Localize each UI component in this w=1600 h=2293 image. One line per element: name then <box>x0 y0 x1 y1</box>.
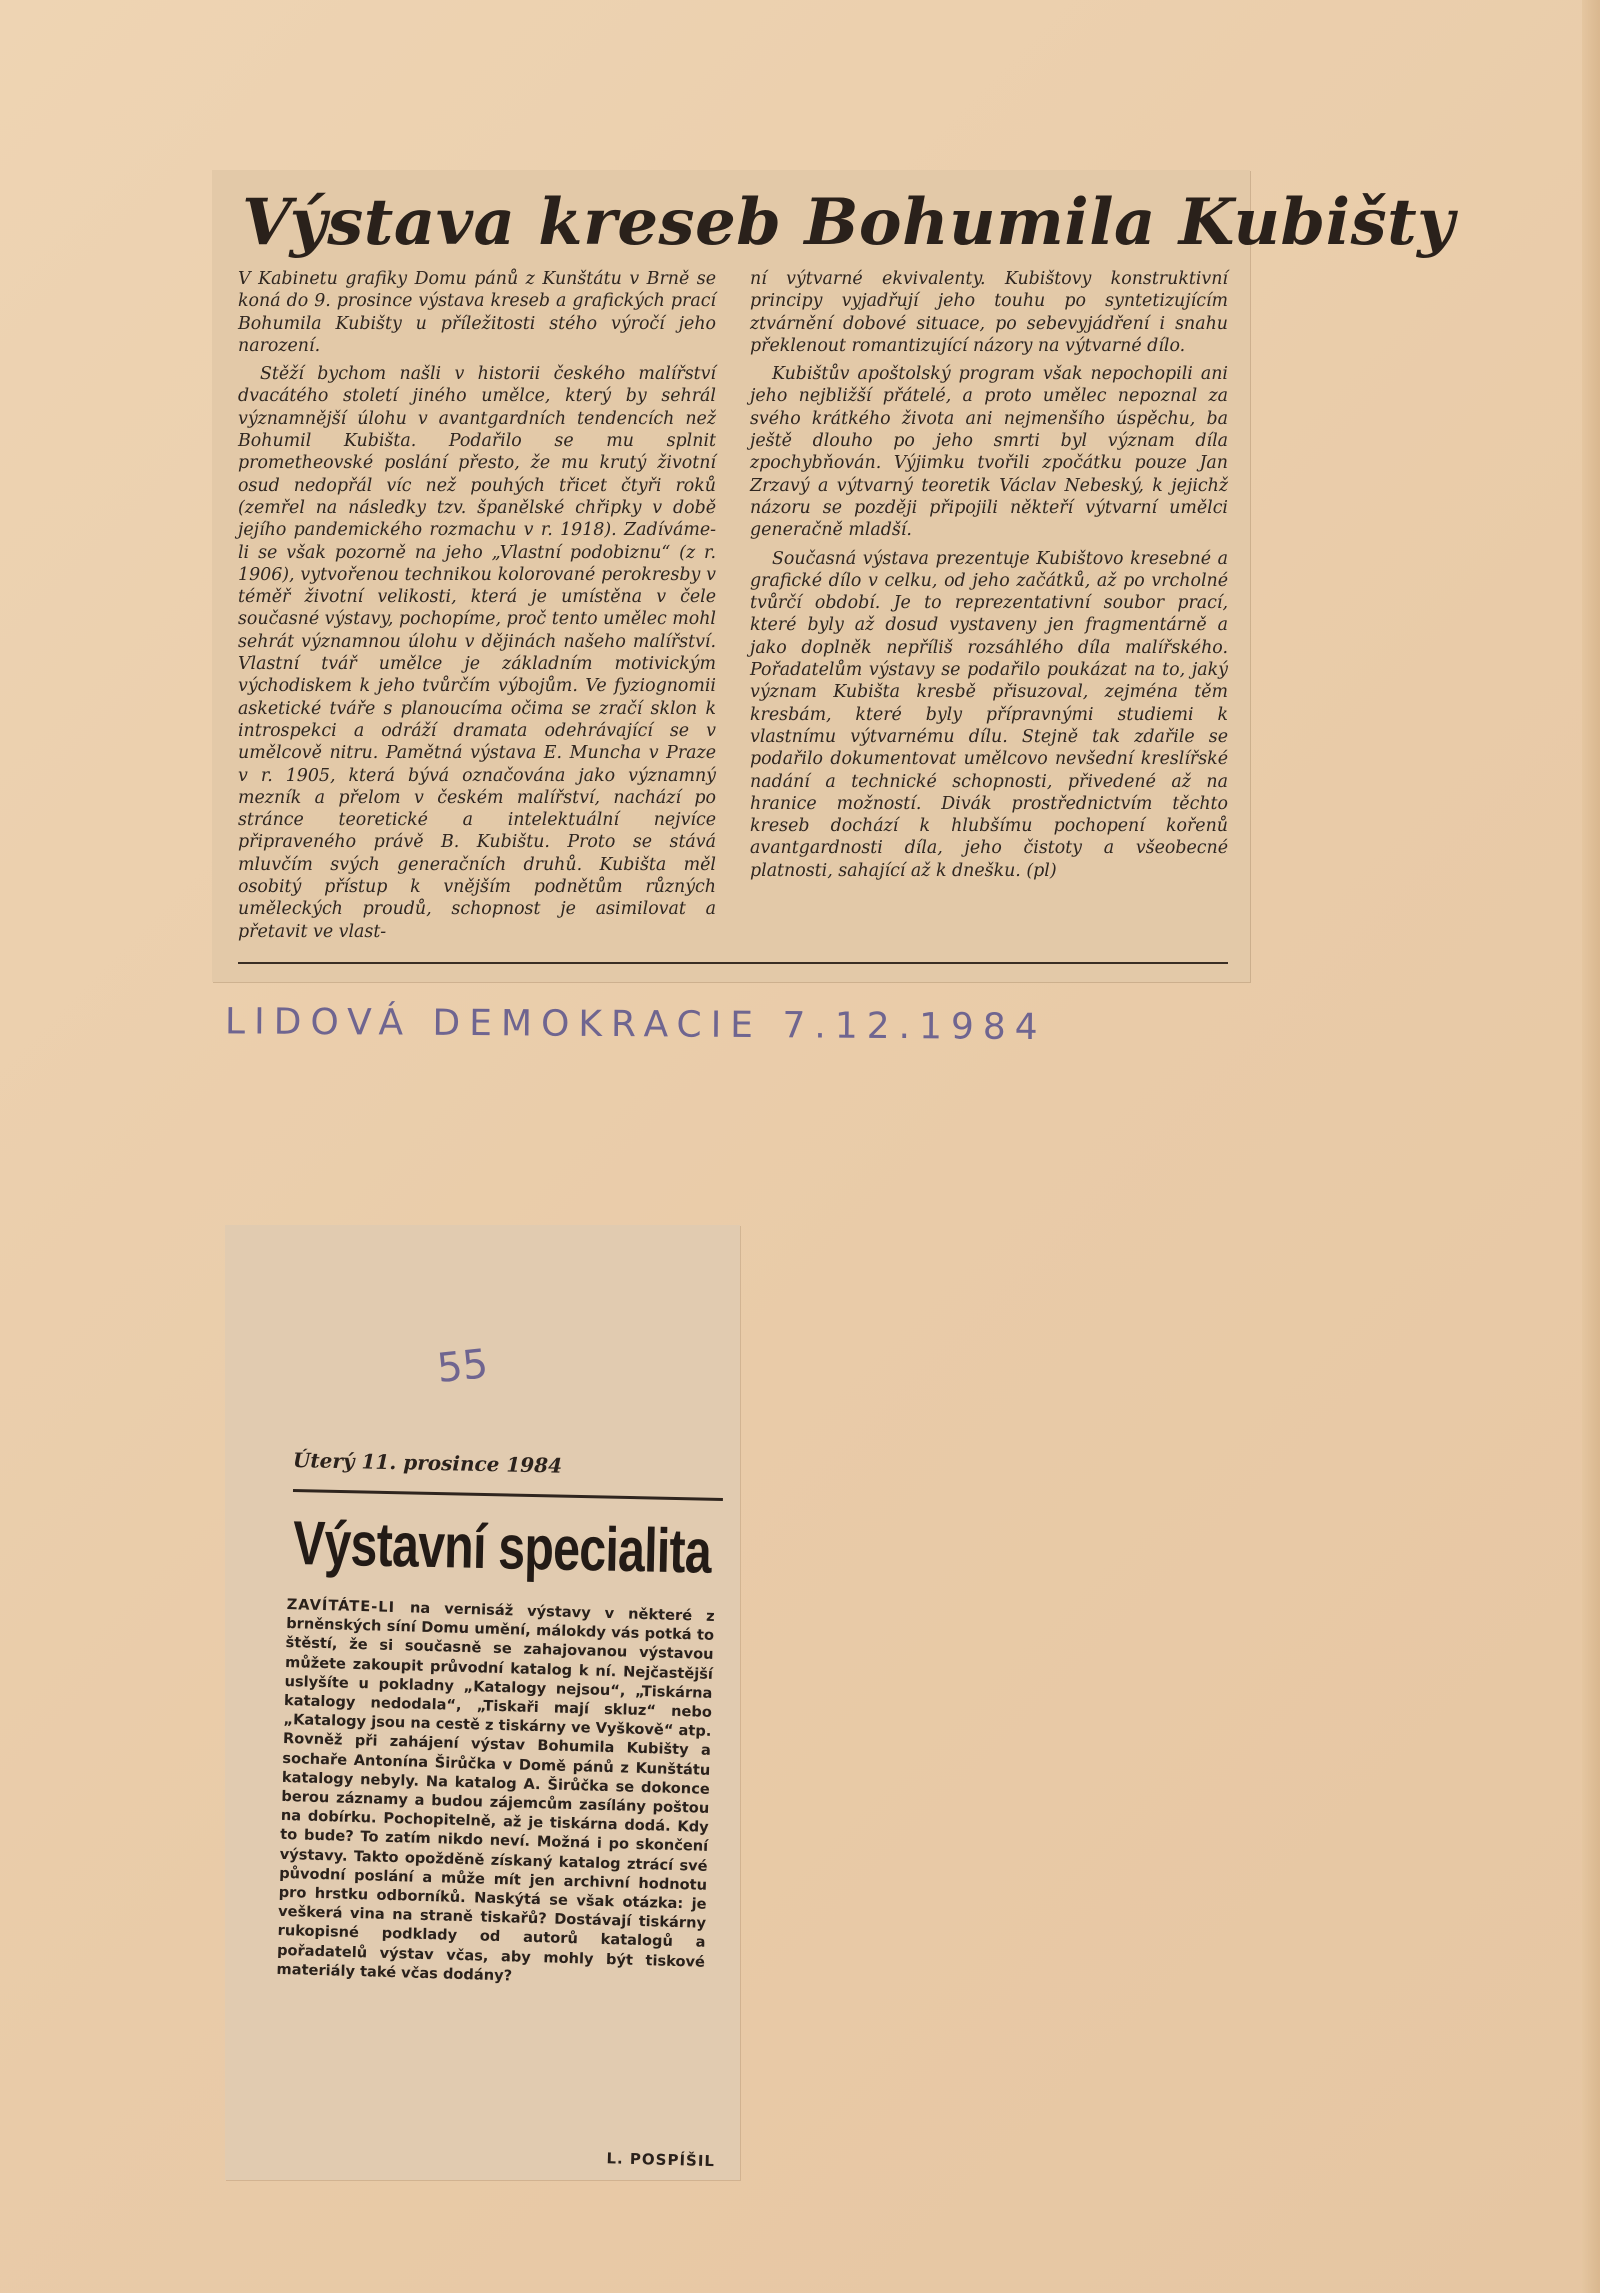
paragraph: Stěží bychom našli v historii českého malířství dvacátého století jiného umělce, který by sehrál významnější úlohu v avantgardních tendencích než Bohumil Kubišta. Podařilo se mu splnit prometheovské poslání přesto, že mu krutý životní osud nedopřál víc než pouhých třicet čtyři roků (zemřel na následky tzv. španělské chřipky v době jejího pandemického rozmachu v r. 1918). Zadíváme-li se však pozorně na jeho „Vlastní podobiznu“ (z r. 1906), vytvořenou technikou kolorované perokresby v téměř životní velikosti, která je umístěna v čele současné výstavy, pochopíme, proč tento umělec mohl sehrát významnou úlohu v dějinách našeho malířství. Vlastní tvář umělce je základním motivickým východiskem k jeho tvůrčím výbojům. Ve fyziognomii asketické tváře s planoucíma očima se zračí sklon k introspekci a odráží dramata odehrávající se v umělcově nitru. Pamětná výstava E. Muncha v Praze v r. 1905, která bývá označována jako významný mezník a přelom v českém malířství, nachází po stránce teoretické a intelektuální nejvíce připraveného právě B. Kubištu. Proto se stává mluvčím svých generačních druhů. Kubišta měl osobitý přístup k vnějším podnětům různých uměleckých proudů, schopnost je asimilovat a přetavit ve vlast- <box>238 364 716 942</box>
bottom-rule <box>238 962 1228 964</box>
article-column-right <box>750 268 1228 954</box>
sheet-edge <box>1582 0 1600 2293</box>
article-title: Výstavní specialita <box>292 1509 712 1587</box>
clipping-article-specialita <box>225 1225 740 2180</box>
paragraph: ní výtvarné ekvivalenty. Kubištovy konstruktivní principy vyjadřují jeho touhu po syntetizujícím ztvárnění dobové situace, po sebevyjádření i snahu překlenout romantizující názory na výtvarné dílo. <box>750 269 1228 356</box>
date-rule <box>293 1489 723 1501</box>
date-line: Úterý 11. prosince 1984 <box>292 1448 563 1478</box>
handwritten-number: 55 <box>434 1340 491 1393</box>
paragraph: Současná výstava prezentuje Kubištovo kresebné a grafické dílo v celku, od jeho začátků, až po vrcholné tvůrčí období. Je to reprezentativní soubor prací, které byly až dosud vystaveny jen fragmentárně a jako doplněk nepříliš rozsáhlého díla malířského. Pořadatelům výstavy se podařilo poukázat na to, jaký význam Kubišta kresbě přisuzoval, zejména těm kresbám, které byly přípravnými studiemi k vlastnímu výtvarnému dílu. Stejně tak zdařile se podařilo dokumentovat umělcovo nevšední kreslířské nadání a technické schopnosti, přivedené až na hranice možností. Divák prostřednictvím těchto kreseb dochází k hlubšímu pochopení kořenů avantgardnosti díla, jeho čistoty a všeobecné platnosti, sahající až k dnešku. (pl) <box>750 548 1228 881</box>
article-column-left <box>238 268 716 954</box>
paragraph: Kubištův apoštolský program však nepochopili ani jeho nejbližší přátelé, a proto umělec nepoznal za svého krátkého života ani nejmenšího úspěchu, ba ještě dlouho po jeho smrti byl význam díla zpochybňován. Výjimku tvořili zpočátku pouze Jan Zrzavý a výtvarný teoretik Václav Nebeský, k jejichž názoru se později připojili někteří výtvarní umělci generačně mladší. <box>750 364 1228 541</box>
clipping-article-kubista <box>212 170 1455 982</box>
article-lead: ZAVÍTÁTE-LI <box>286 1595 411 1617</box>
article-text: na vernisáž výstavy v některé z brněnských síní Domu umění, málokdy vás potká to štěstí, že si současně se zahajovanou výstavou můžete zakoupit průvodní katalog k ní. Nejčastější uslyšíte u pokladny „Katalogy nejsou“, „Tiskárna katalogy nedodala“, „Tiskaři mají skluz“ nebo „Katalogy jsou na cestě z tiskárny ve Vyškově“ atp. Rovněž při zahájení výstav Bohumila Kubišty a sochaře Antonína Širůčka v Domě pánů z Kunštátu katalogy nebyly. Na katalog A. Širůčka se dokonce berou záznamy a budou zájemcům zasílány poštou na dobírku. Pochopitelně, až je tiskárna dodá. Kdy to bude? To zatím nikdo neví. Možná i po skončení výstavy. Takto opožděně získaný katalog ztrácí své původní poslání a může mít jen archivní hodnotu pro hrstku odborníků. Naskýtá se však otázka: je veškerá vina na straně tiskařů? Dostávají tiskárny rukopisné podklady od autorů katalogů a pořadatelů výstav včas, aby mohly být tiskové materiály také včas dodány? <box>276 1599 715 1985</box>
handwritten-source-note: LIDOVÁ DEMOKRACIE 7.12.1984 <box>224 1001 1047 1049</box>
article-columns <box>238 268 1228 954</box>
paragraph: V Kabinetu grafiky Domu pánů z Kunštátu v Brně se koná do 9. prosince výstava kreseb a grafických prací Bohumila Kubišty u příležitosti stého výročí jeho narození. <box>238 269 716 356</box>
article-body <box>272 1595 715 2157</box>
article-author: L. POSPÍŠIL <box>606 2149 716 2171</box>
article-title: Výstava kreseb Bohumila Kubišty <box>242 185 1455 260</box>
